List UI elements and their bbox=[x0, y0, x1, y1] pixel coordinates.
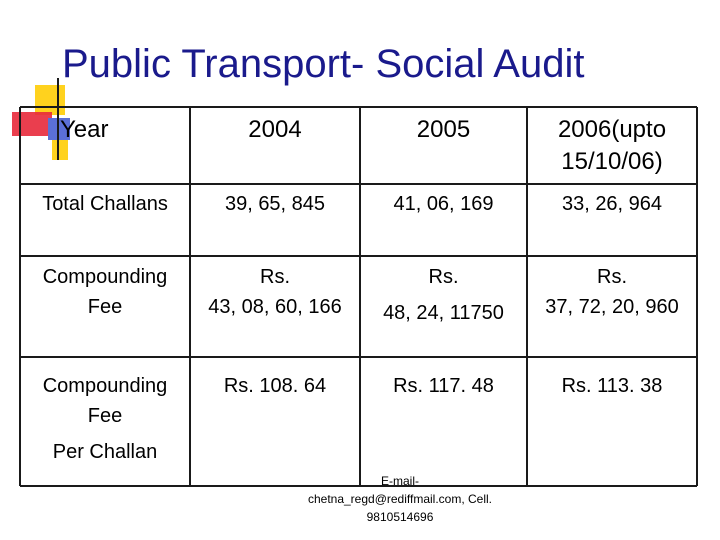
cell-compounding-fee-2005: Rs. 48, 24, 11750 bbox=[383, 266, 504, 324]
cell-per-challan-2004: Rs. 108. 64 bbox=[223, 375, 327, 397]
cell-per-challan-2005: Rs. 117. 48 bbox=[393, 375, 494, 397]
cell-per-challan-2006: Rs. 113. 38 bbox=[561, 375, 663, 397]
row-label-total-challans: Total Challans bbox=[42, 193, 168, 215]
header-2004: 2004 bbox=[248, 116, 302, 143]
cell-total-challans-2004: 39, 65, 845 bbox=[224, 193, 326, 215]
contact-footer bbox=[290, 472, 510, 526]
row-label-compounding-fee: Compounding Fee bbox=[42, 266, 168, 318]
header-2006: 2006(upto 15/10/06) bbox=[557, 116, 667, 175]
cell-compounding-fee-2006: Rs. 37, 72, 20, 960 bbox=[545, 266, 679, 318]
cell-compounding-fee-2004: Rs. 43, 08, 60, 166 bbox=[208, 266, 342, 318]
decorative-yellow-square bbox=[35, 85, 65, 115]
cell-total-challans-2006: 33, 26, 964 bbox=[561, 193, 663, 215]
footer-email-label: E-mail- bbox=[381, 474, 419, 488]
cell-total-challans-2005: 41, 06, 169 bbox=[393, 193, 494, 215]
footer-email: chetna_regd@rediffmail.com, Cell. bbox=[307, 492, 493, 506]
header-year: Year bbox=[60, 116, 109, 143]
decorative-red-square bbox=[12, 112, 52, 136]
header-2005: 2005 bbox=[416, 116, 471, 143]
footer-phone: 9810514696 bbox=[366, 510, 434, 524]
row-label-compounding-fee-per-challan: Compounding Fee Per Challan bbox=[42, 375, 168, 463]
decorative-vertical-line bbox=[57, 78, 59, 160]
page-title: Public Transport- Social Audit bbox=[62, 42, 585, 86]
